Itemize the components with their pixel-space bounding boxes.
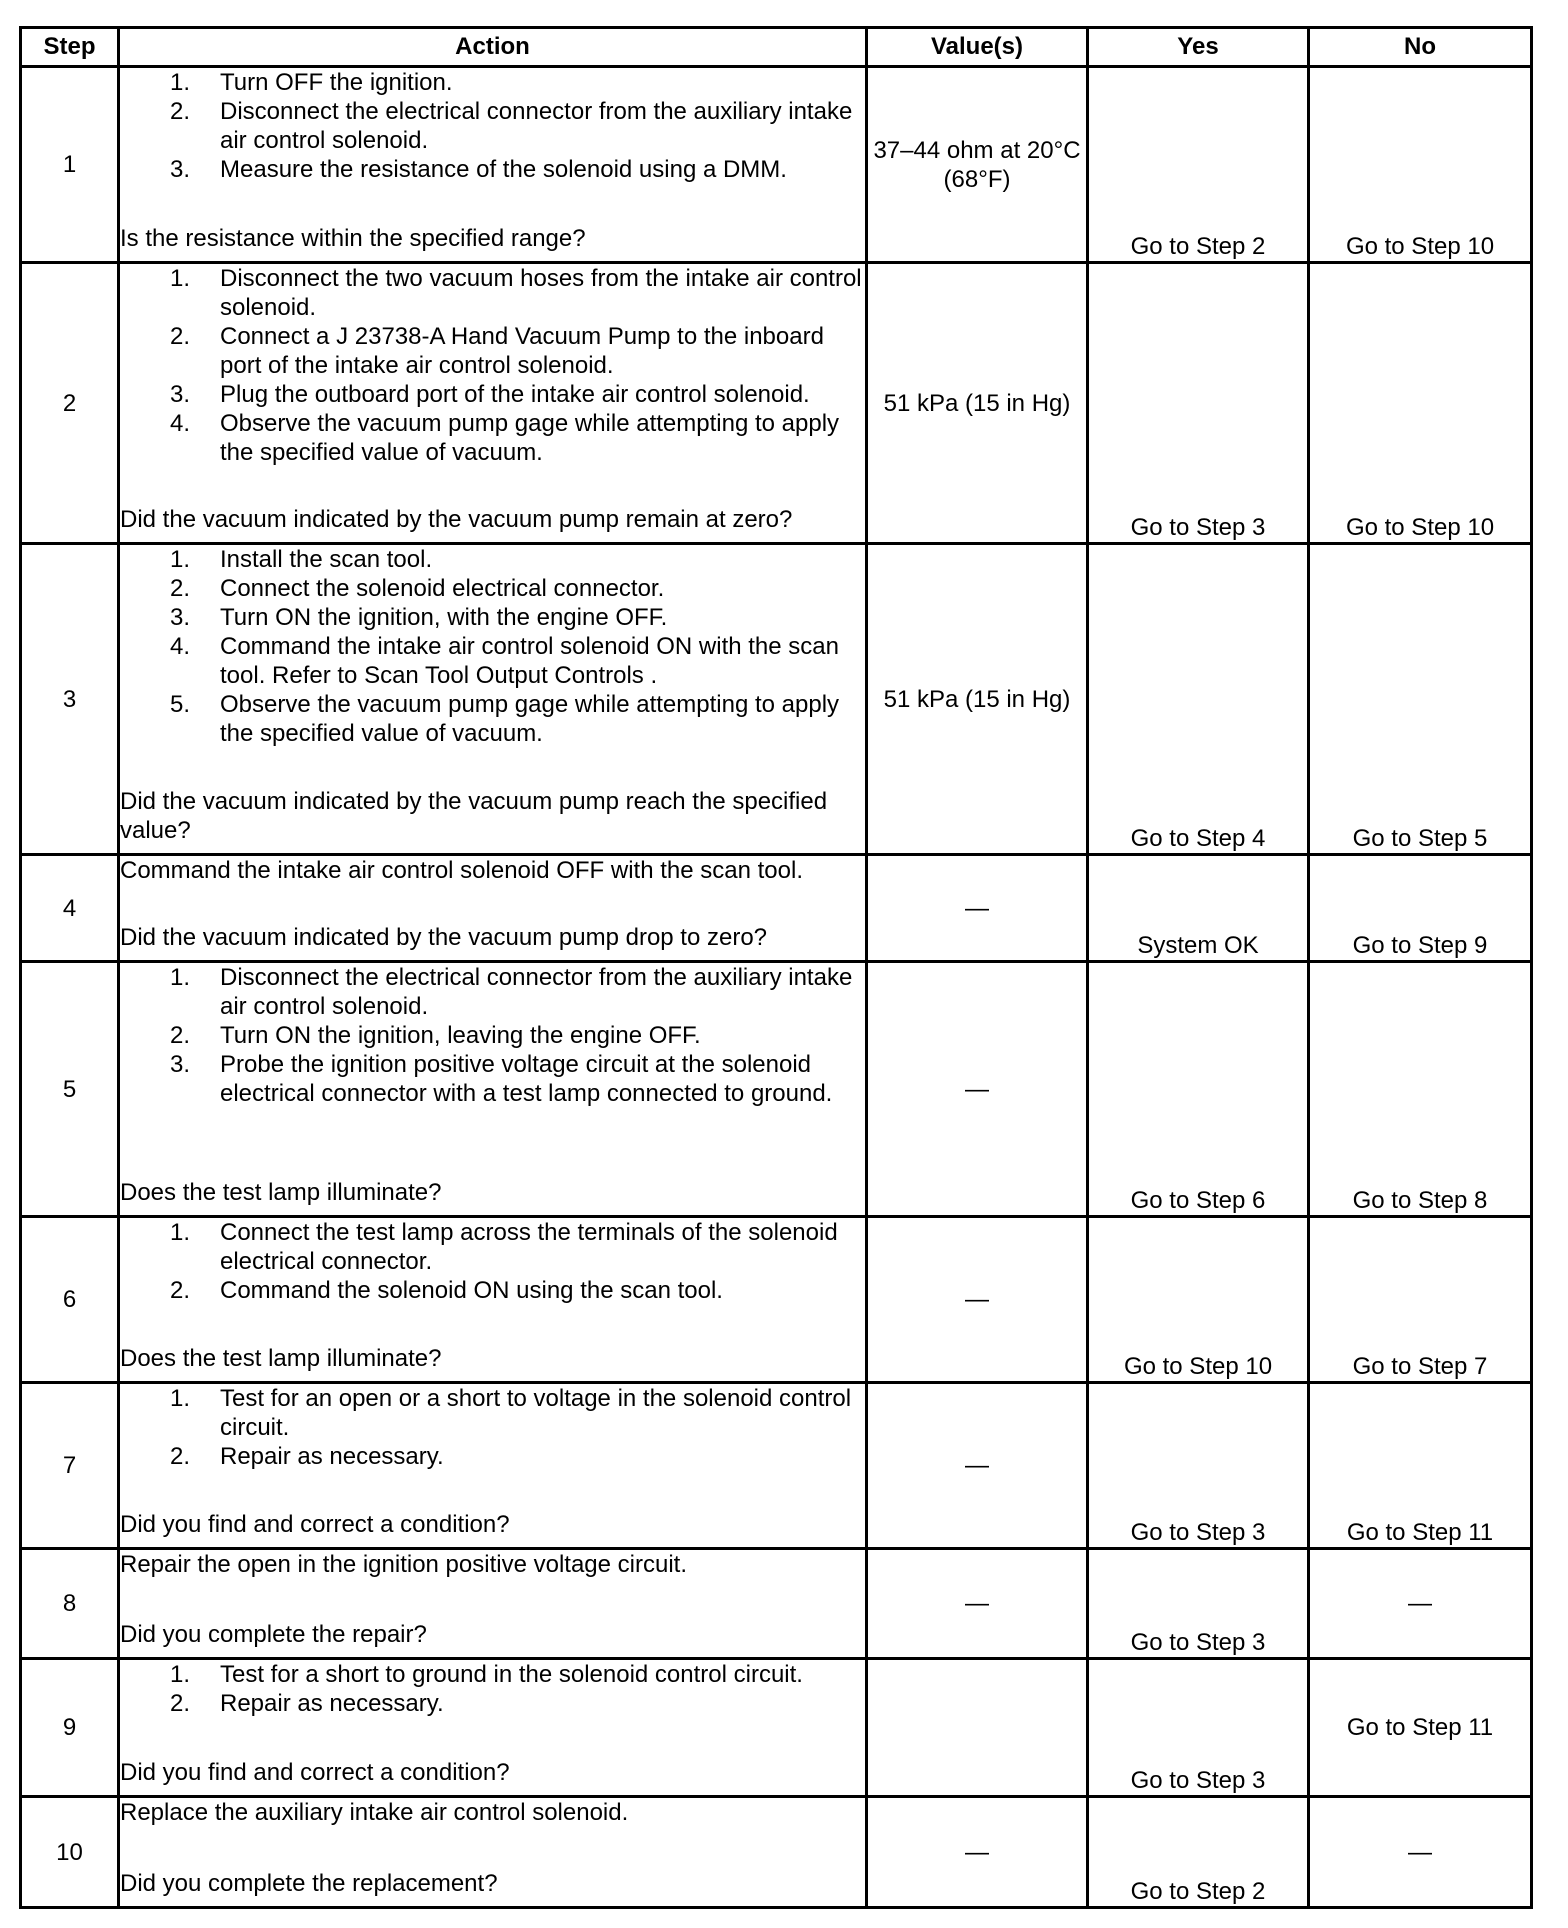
step-number: 10 [21,1797,119,1908]
value-cell [867,1659,1088,1797]
instruction-item [120,409,865,467]
no-result: Go to Step 7 [1309,1217,1532,1383]
table-row [21,544,1532,855]
no-result: Go to Step 11 [1309,1383,1532,1549]
table-row [21,962,1532,1217]
header-no: No [1309,28,1532,67]
instruction-item [120,155,865,184]
instruction-list [120,264,865,467]
no-result: — [1309,1797,1532,1908]
instruction-number: 2. [170,1690,191,1717]
no-result: Go to Step 5 [1309,544,1532,855]
instruction-item [120,690,865,748]
action-cell [119,855,867,962]
action-instructions [120,68,865,184]
no-result: Go to Step 9 [1309,855,1532,962]
value-cell: — [867,962,1088,1217]
action-cell [119,544,867,855]
instruction-text: Disconnect the two vacuum hoses from the intake air control solenoid. [220,265,862,321]
action-instructions [120,1384,865,1471]
instruction-item [120,574,865,603]
action-instruction: Replace the auxiliary intake air control solenoid. [120,1799,629,1826]
instruction-text: Test for an open or a short to voltage in the solenoid control circuit. [220,1385,852,1441]
table-row [21,67,1532,263]
instruction-text: Repair as necessary. [220,1690,444,1717]
action-content [120,264,865,534]
action-instructions [120,264,865,467]
step-number: 1 [21,67,119,263]
instruction-text: Install the scan tool. [220,546,433,573]
instruction-number: 3. [170,1051,191,1078]
value-cell: 37–44 ohm at 20°C (68°F) [867,67,1088,263]
action-instructions [120,1218,865,1305]
instruction-item [120,1660,865,1689]
instruction-text: Connect a J 23738-A Hand Vacuum Pump to the inboard port of the intake air control solenoid. [220,323,824,379]
instruction-number: 1. [170,265,191,292]
instruction-number: 2. [170,1022,191,1049]
action-instructions [120,856,865,885]
action-question: Did you find and correct a condition? [120,1759,510,1786]
no-result: Go to Step 11 [1309,1659,1532,1797]
yes-result: Go to Step 3 [1088,1549,1309,1659]
action-instructions [120,1660,865,1718]
no-result: — [1309,1549,1532,1659]
instruction-number: 5. [170,691,191,718]
table-row [21,1217,1532,1383]
instruction-number: 1. [170,1385,191,1412]
yes-result: Go to Step 3 [1088,263,1309,544]
instruction-text: Command the intake air control solenoid ON with the scan tool. Refer to Scan Tool Output Controls . [220,633,839,689]
instruction-number: 2. [170,1277,191,1304]
instruction-number: 1. [170,964,191,991]
instruction-text: Command the solenoid ON using the scan tool. [220,1277,723,1304]
instruction-number: 3. [170,156,191,183]
value-cell: — [867,1797,1088,1908]
value-cell: — [867,1549,1088,1659]
instruction-text: Connect the solenoid electrical connector. [220,575,665,602]
instruction-number: 1. [170,546,191,573]
action-instructions [120,1550,865,1579]
instruction-item [120,603,865,632]
yes-result: Go to Step 4 [1088,544,1309,855]
instruction-number: 2. [170,98,191,125]
header-action: Action [119,28,867,67]
instruction-text: Test for a short to ground in the solenoid control circuit. [220,1661,803,1688]
header-values: Value(s) [867,28,1088,67]
instruction-text: Disconnect the electrical connector from the auxiliary intake air control solenoid. [220,98,853,154]
instruction-text: Measure the resistance of the solenoid using a DMM. [220,156,787,183]
instruction-text: Observe the vacuum pump gage while attempting to apply the specified value of vacuum. [220,691,840,747]
instruction-number: 2. [170,575,191,602]
table-body [21,67,1532,1908]
instruction-list [120,68,865,184]
instruction-item [120,1442,865,1471]
instruction-number: 1. [170,69,191,96]
instruction-item [120,1689,865,1718]
step-number: 8 [21,1549,119,1659]
instruction-number: 1. [170,1661,191,1688]
action-cell [119,1549,867,1659]
instruction-text: Disconnect the electrical connector from the auxiliary intake air control solenoid. [220,964,853,1020]
instruction-number: 4. [170,633,191,660]
table-row [21,1549,1532,1659]
action-cell [119,1797,867,1908]
step-number: 2 [21,263,119,544]
action-content [120,1218,865,1373]
instruction-item [120,632,865,690]
step-number: 7 [21,1383,119,1549]
action-content [120,1550,865,1649]
yes-result: Go to Step 3 [1088,1383,1309,1549]
yes-result: Go to Step 6 [1088,962,1309,1217]
instruction-item [120,1021,865,1050]
action-cell [119,67,867,263]
yes-result: Go to Step 3 [1088,1659,1309,1797]
instruction-item [120,545,865,574]
instruction-number: 3. [170,604,191,631]
action-content [120,856,865,952]
instruction-item [120,264,865,322]
instruction-text: Observe the vacuum pump gage while attempting to apply the specified value of vacuum. [220,410,840,466]
instruction-item [120,963,865,1021]
instruction-text: Probe the ignition positive voltage circuit at the solenoid electrical connector with a test lamp connected to ground. [220,1051,833,1107]
action-instructions [120,545,865,748]
action-content [120,1384,865,1539]
action-instruction: Command the intake air control solenoid OFF with the scan tool. [120,857,803,884]
action-instructions [120,963,865,1108]
value-cell: — [867,1217,1088,1383]
table-row [21,1659,1532,1797]
instruction-list [120,545,865,748]
action-cell [119,1659,867,1797]
action-cell [119,263,867,544]
header-row [21,28,1532,67]
instruction-list [120,1384,865,1471]
action-content [120,963,865,1207]
diagnostic-table [19,26,1533,1909]
yes-result: Go to Step 10 [1088,1217,1309,1383]
yes-result: Go to Step 2 [1088,1797,1309,1908]
action-question: Did the vacuum indicated by the vacuum pump drop to zero? [120,924,768,951]
instruction-text: Turn OFF the ignition. [220,69,453,96]
table-row [21,1797,1532,1908]
action-question: Did you find and correct a condition? [120,1511,510,1538]
action-question: Did you complete the replacement? [120,1870,498,1897]
action-cell [119,962,867,1217]
action-question: Did the vacuum indicated by the vacuum pump remain at zero? [120,506,793,533]
no-result: Go to Step 10 [1309,67,1532,263]
value-cell: 51 kPa (15 in Hg) [867,544,1088,855]
action-question: Does the test lamp illuminate? [120,1179,442,1206]
instruction-text: Plug the outboard port of the intake air control solenoid. [220,381,810,408]
value-cell: — [867,855,1088,962]
action-question: Is the resistance within the specified range? [120,225,586,252]
step-number: 9 [21,1659,119,1797]
instruction-item [120,97,865,155]
action-instruction: Repair the open in the ignition positive voltage circuit. [120,1551,687,1578]
instruction-item [120,1276,865,1305]
instruction-number: 2. [170,323,191,350]
step-number: 3 [21,544,119,855]
yes-result: Go to Step 2 [1088,67,1309,263]
action-content [120,1798,865,1898]
yes-result: System OK [1088,855,1309,962]
instruction-item [120,1384,865,1442]
table-row [21,263,1532,544]
instruction-number: 2. [170,1443,191,1470]
step-number: 4 [21,855,119,962]
action-question: Does the test lamp illuminate? [120,1345,442,1372]
instruction-number: 1. [170,1219,191,1246]
instruction-list [120,1660,865,1718]
action-content [120,68,865,253]
value-cell: — [867,1383,1088,1549]
instruction-item [120,1218,865,1276]
action-cell [119,1383,867,1549]
step-number: 5 [21,962,119,1217]
instruction-text: Turn ON the ignition, leaving the engine OFF. [220,1022,701,1049]
instruction-list [120,963,865,1108]
instruction-list [120,1218,865,1305]
instruction-item [120,380,865,409]
header-step: Step [21,28,119,67]
no-result: Go to Step 10 [1309,263,1532,544]
step-number: 6 [21,1217,119,1383]
no-result: Go to Step 8 [1309,962,1532,1217]
instruction-text: Connect the test lamp across the terminals of the solenoid electrical connector. [220,1219,838,1275]
instruction-item [120,68,865,97]
instruction-item [120,322,865,380]
instruction-number: 3. [170,381,191,408]
action-question: Did you complete the repair? [120,1621,427,1648]
instruction-item [120,1050,865,1108]
action-content [120,1660,865,1787]
instruction-text: Turn ON the ignition, with the engine OFF. [220,604,668,631]
instruction-text: Repair as necessary. [220,1443,444,1470]
instruction-number: 4. [170,410,191,437]
action-content [120,545,865,845]
action-cell [119,1217,867,1383]
header-yes: Yes [1088,28,1309,67]
value-cell: 51 kPa (15 in Hg) [867,263,1088,544]
action-instructions [120,1798,865,1827]
action-question: Did the vacuum indicated by the vacuum pump reach the specified value? [120,788,828,844]
table-row [21,855,1532,962]
table-row [21,1383,1532,1549]
